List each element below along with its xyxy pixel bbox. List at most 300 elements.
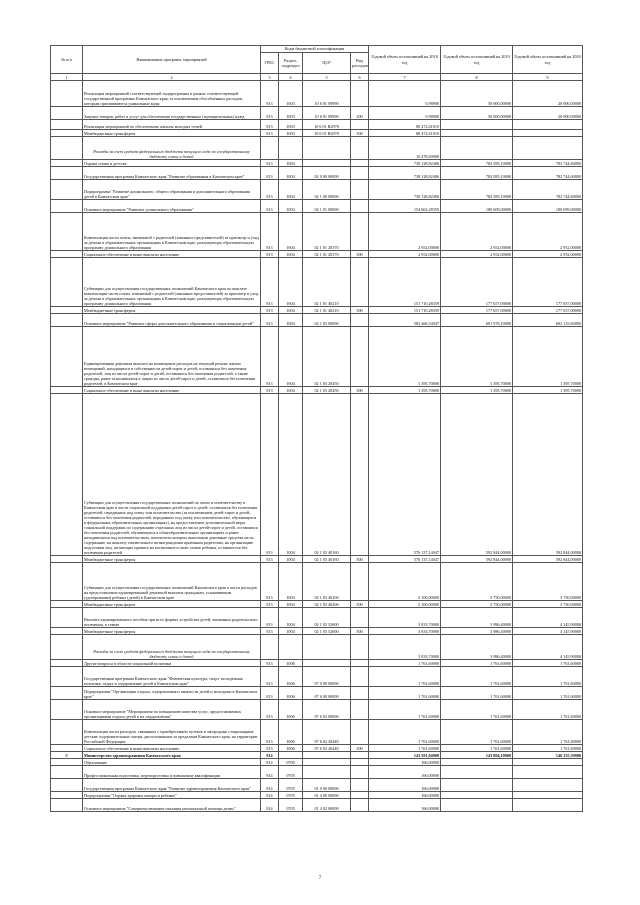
row-razdel: 1006 <box>279 687 303 700</box>
row-razdel: 1004 <box>279 556 303 563</box>
table-row <box>51 766 583 779</box>
row-name: Социальное обеспечение и иные выплаты населению <box>83 745 261 752</box>
row-razdel: 1004 <box>279 608 303 628</box>
row-razdel: 1004 <box>279 327 303 387</box>
row-vr: 300 <box>351 251 369 258</box>
row-2020: 1 761,60000 <box>513 745 583 752</box>
row-name: Основное мероприятие "Развитие сферы дополнительного образования и социализации детей" <box>83 314 261 327</box>
row-vr <box>351 635 369 660</box>
row-2020: 3 750,00000 <box>513 563 583 601</box>
row-vr: 200 <box>351 107 369 120</box>
row-name: Межбюджетные трансферты <box>83 130 261 137</box>
table-row <box>51 700 583 720</box>
row-2020: 1 761,60000 <box>513 660 583 667</box>
row-grbs: 814 <box>261 759 279 766</box>
row-2020: 602 135,60000 <box>513 314 583 327</box>
row-number <box>51 327 83 387</box>
row-2019: 2 952,00000 <box>441 251 513 258</box>
row-2018: 0,98900 <box>369 81 441 107</box>
column-index: 6 <box>351 74 369 81</box>
row-csr: 02 1 01 40210 <box>303 258 351 307</box>
table-row <box>51 752 583 759</box>
row-2019: 3 750,00000 <box>441 601 513 608</box>
row-vr <box>351 792 369 799</box>
row-number: 5 <box>51 752 83 759</box>
row-2018: 166,00000 <box>369 766 441 779</box>
table-row <box>51 258 583 307</box>
row-2020 <box>513 799 583 812</box>
row-grbs: 813 <box>261 200 279 213</box>
column-index: 2 <box>83 74 261 81</box>
row-2019: 2 952,00000 <box>441 213 513 251</box>
row-grbs: 813 <box>261 307 279 314</box>
table-row <box>51 394 583 556</box>
row-2020: 4 145,90000 <box>513 628 583 635</box>
row-number <box>51 387 83 394</box>
row-csr: 01 4 00 00000 <box>303 792 351 799</box>
row-number <box>51 213 83 251</box>
row-razdel <box>279 137 303 160</box>
row-vr <box>351 120 369 130</box>
row-name: Закупка товаров, работ и услуг для обеспечения государственных (муниципальных) нужд <box>83 107 261 120</box>
row-2020 <box>513 759 583 766</box>
row-2018: 0,98900 <box>369 107 441 120</box>
row-razdel: 1003 <box>279 120 303 130</box>
row-csr: 07 6 02 20440 <box>303 720 351 745</box>
row-2020: 4 145,90000 <box>513 608 583 628</box>
row-csr: 07 6 02 00000 <box>303 700 351 720</box>
row-number <box>51 660 83 667</box>
row-name: Социальное обеспечение и иные выплаты населению <box>83 251 261 258</box>
table-row <box>51 200 583 213</box>
table-row <box>51 107 583 120</box>
row-csr <box>303 766 351 779</box>
table-row <box>51 799 583 812</box>
row-razdel: 0705 <box>279 799 303 812</box>
row-number <box>51 608 83 628</box>
row-grbs <box>261 137 279 160</box>
row-vr <box>351 667 369 687</box>
row-csr: 02 1 03 40200 <box>303 601 351 608</box>
table-row <box>51 314 583 327</box>
row-name: Расходы за счет средств федерального бюджета текущего года по государственному бюджету семьи и детей <box>83 137 261 160</box>
col-razdel-header: Раздел, подраздел <box>279 53 303 74</box>
row-2018: 166,00000 <box>369 799 441 812</box>
column-index: 8 <box>441 74 513 81</box>
row-name: Другие вопросы в области социальной политики <box>83 660 261 667</box>
row-razdel: 1004 <box>279 601 303 608</box>
row-razdel: 1006 <box>279 700 303 720</box>
row-razdel: 0705 <box>279 766 303 779</box>
row-razdel: 1004 <box>279 167 303 180</box>
row-vr: 500 <box>351 307 369 314</box>
row-2020 <box>513 120 583 130</box>
row-vr <box>351 799 369 812</box>
row-number <box>51 720 83 745</box>
table-row <box>51 307 583 314</box>
row-number <box>51 601 83 608</box>
row-2020: 1 761,60000 <box>513 720 583 745</box>
row-csr: 02 1 03 40160 <box>303 394 351 556</box>
row-vr <box>351 180 369 200</box>
row-razdel: 1006 <box>279 660 303 667</box>
row-vr <box>351 687 369 700</box>
row-name: Государственная программа Камчатского края "Развитие здравоохранения Камчатского края" <box>83 779 261 792</box>
table-row <box>51 601 583 608</box>
row-2019 <box>441 130 513 137</box>
row-2018: 151 710,28359 <box>369 307 441 314</box>
row-2020: 177 657,00000 <box>513 258 583 307</box>
row-name: Субвенции для осуществления государственных полномочий по опеке и попечительству в Камчатском крае в части социальной поддержки детей-сирот и детей, оставшихся без попечения родителей, переданных под опеку или попечительство (за исключением детей-сирот и детей, оставшихся без попечения родителей, переданных под опеку или попечительство, обучающихся в федеральных образовательных организациях), на предоставление дополнительной меры социальной поддержки по содержанию отдельных лиц из числа детей-сирот и детей, оставшихся без попечения родителей, обучающихся в общеобразовательных организациях и ранее находившихся под попечительством, попечители которых выполняли денежные средства на их содержание, на выплату ежемесячного вознаграждения приемным родителям, на организацию подготовки лиц, желающих принять на воспитание в свою семью ребенка, оставшегося без попечения родителей <box>83 394 261 556</box>
column-index: 7 <box>369 74 441 81</box>
row-razdel: 0700 <box>279 759 303 766</box>
row-csr <box>303 660 351 667</box>
row-name: Межбюджетные трансферты <box>83 628 261 635</box>
row-csr: 02 0 00 00000 <box>303 167 351 180</box>
row-2019 <box>441 120 513 130</box>
row-2020: 2 952,00000 <box>513 251 583 258</box>
row-vr: 300 <box>351 745 369 752</box>
row-csr: 02 1 03 20450 <box>303 327 351 387</box>
row-vr <box>351 779 369 792</box>
row-vr <box>351 759 369 766</box>
row-grbs: 813 <box>261 120 279 130</box>
row-name: Основное мероприятие "Развитие дошкольного образования" <box>83 200 261 213</box>
row-csr: 02 1 03 52600 <box>303 628 351 635</box>
row-razdel: 1004 <box>279 258 303 307</box>
row-razdel: 1006 <box>279 720 303 745</box>
row-number <box>51 107 83 120</box>
row-razdel: 1003 <box>279 81 303 107</box>
row-2018: 2 952,00000 <box>369 251 441 258</box>
row-name: Профессиональная подготовка, переподготовка и повышение квалификации <box>83 766 261 779</box>
row-grbs: 813 <box>261 213 279 251</box>
row-razdel: 1004 <box>279 387 303 394</box>
row-2019 <box>441 799 513 812</box>
row-name: Субвенции для осуществления государственных полномочий Камчатского края в части расходов на предоставление единовременной денежной выплаты гражданам, усыновившим (удочерившим) ребенка (детей) в Камчатском крае <box>83 563 261 601</box>
row-csr: 02 1 01 00000 <box>303 200 351 213</box>
row-2019: 1 761,60000 <box>441 720 513 745</box>
row-name: Субвенции для осуществления государственных полномочий Камчатского края по выплате компенсации части платы, взимаемой с родителей (законных представителей) за присмотр и уход за детьми в образовательных организациях в Камчатском крае, реализующих образовательную программу дошкольного образования <box>83 258 261 307</box>
row-name: Межбюджетные трансферты <box>83 601 261 608</box>
table-row <box>51 759 583 766</box>
row-2019: 782 585,10000 <box>441 167 513 180</box>
row-2020: 2 952,00000 <box>513 213 583 251</box>
col-vr-header: Вид расходов <box>351 53 369 74</box>
row-name: Межбюджетные трансферты <box>83 556 261 563</box>
row-grbs: 813 <box>261 556 279 563</box>
page-number: 7 <box>318 876 322 881</box>
row-vr <box>351 394 369 556</box>
row-2019: 1 761,60000 <box>441 660 513 667</box>
row-razdel: 0705 <box>279 779 303 792</box>
row-2019: 1 761,60000 <box>441 687 513 700</box>
table-row <box>51 687 583 700</box>
row-vr <box>351 81 369 107</box>
row-name: Образование <box>83 759 261 766</box>
row-vr: 500 <box>351 628 369 635</box>
col-csr-header: ЦСР <box>303 53 351 74</box>
row-vr: 500 <box>351 601 369 608</box>
row-vr <box>351 720 369 745</box>
row-vr <box>351 752 369 759</box>
row-vr <box>351 608 369 628</box>
row-vr: 500 <box>351 130 369 137</box>
row-name: Компенсация части расходов, связанных с приобретением путевок в загородные стационарные детские оздоровительные лагеря, расположенные за пределами Камчатского края, на территории Российской Федерации <box>83 720 261 745</box>
row-2018: 88 472,61010 <box>369 120 441 130</box>
row-csr: 02 1 03 00000 <box>303 314 351 327</box>
table-row <box>51 608 583 628</box>
column-index: 3 <box>261 74 279 81</box>
row-2018: 151 710,28359 <box>369 258 441 307</box>
row-name: Государственная программа Камчатского края "Физическая культура, спорт, молодежная политика, отдых и оздоровление детей в Камчатском крае" <box>83 667 261 687</box>
row-name: Межбюджетные трансферты <box>83 307 261 314</box>
row-number <box>51 799 83 812</box>
row-name: Основное мероприятие "Мероприятия по повышению качества услуг, предоставляемых организациями отдыха детей и их оздоровления" <box>83 700 261 720</box>
row-2019: 601 976,10000 <box>441 314 513 327</box>
row-2019: 1 761,60000 <box>441 667 513 687</box>
row-2020: 3 750,00000 <box>513 601 583 608</box>
row-name: Реализация мероприятий соответствующей подпрограммы в рамках соответствующей государственной программы Камчатского края, за исключением обособленных расходов, которым присваиваются уникальные коды <box>83 81 261 107</box>
column-index: 9 <box>513 74 583 81</box>
row-grbs: 813 <box>261 167 279 180</box>
row-grbs: 813 <box>261 563 279 601</box>
row-number <box>51 81 83 107</box>
row-number <box>51 258 83 307</box>
row-csr <box>303 160 351 167</box>
row-number <box>51 200 83 213</box>
table-row <box>51 563 583 601</box>
row-2020: 146 235,39000 <box>513 752 583 759</box>
row-2018: 1 395,70000 <box>369 387 441 394</box>
table-row <box>51 720 583 745</box>
row-2020 <box>513 779 583 792</box>
row-2020 <box>513 137 583 160</box>
row-razdel <box>279 752 303 759</box>
row-2019: 1 395,70000 <box>441 387 513 394</box>
row-2018: 1 761,60000 <box>369 745 441 752</box>
column-index: 5 <box>303 74 351 81</box>
row-2020: 20 000,00000 <box>513 107 583 120</box>
table-row <box>51 130 583 137</box>
row-grbs: 813 <box>261 700 279 720</box>
row-grbs <box>261 635 279 660</box>
row-2018: 1 761,60000 <box>369 667 441 687</box>
row-2018: 738 128,82406 <box>369 160 441 167</box>
row-razdel: 1004 <box>279 213 303 251</box>
row-number <box>51 556 83 563</box>
row-2019: 177 657,00000 <box>441 258 513 307</box>
row-vr <box>351 213 369 251</box>
row-2020 <box>513 130 583 137</box>
row-number <box>51 635 83 660</box>
row-vr <box>351 137 369 160</box>
row-2018: 3 833,70000 <box>369 608 441 628</box>
row-name: Социальное обеспечение и иные выплаты населению <box>83 387 261 394</box>
row-2019: 782 585,10000 <box>441 160 513 167</box>
row-number <box>51 394 83 556</box>
row-2019 <box>441 766 513 779</box>
row-2020: 1 761,60000 <box>513 700 583 720</box>
table-row <box>51 745 583 752</box>
row-2019: 3 750,00000 <box>441 563 513 601</box>
row-grbs: 814 <box>261 752 279 759</box>
row-2018: 738 128,82406 <box>369 167 441 180</box>
row-csr: 07 6 02 20440 <box>303 745 351 752</box>
row-vr <box>351 258 369 307</box>
row-vr <box>351 700 369 720</box>
row-csr <box>303 752 351 759</box>
row-2020: 4 145,90000 <box>513 635 583 660</box>
row-2018: 166,00000 <box>369 792 441 799</box>
header-row <box>51 46 583 53</box>
row-2018: 738 128,82406 <box>369 180 441 200</box>
row-number <box>51 628 83 635</box>
column-index: 4 <box>279 74 303 81</box>
row-2020: 782 744,60000 <box>513 160 583 167</box>
row-csr: 10 6 01 R4970 <box>303 130 351 137</box>
row-razdel: 1004 <box>279 200 303 213</box>
row-razdel: 1004 <box>279 160 303 167</box>
row-2019: 3 986,40000 <box>441 608 513 628</box>
row-csr: 02 1 03 20450 <box>303 387 351 394</box>
row-number <box>51 180 83 200</box>
table-row <box>51 251 583 258</box>
row-2018: 583 466,54047 <box>369 314 441 327</box>
row-razdel: 1006 <box>279 745 303 752</box>
row-csr: 02 1 01 20370 <box>303 213 351 251</box>
row-number <box>51 314 83 327</box>
row-name: Основное мероприятие "Совершенствование оказания неонатальной помощи детям" <box>83 799 261 812</box>
row-razdel: 1004 <box>279 180 303 200</box>
row-number <box>51 745 83 752</box>
col-2018-header: Годовой объем ассигнований на 2018 год <box>369 46 441 74</box>
row-name: Компенсация части платы, взимаемой с родителей (законных представителей) за присмотр и уход за детьми в образовательных организациях в Камчатском крае, реализующих образовательную программу дошкольного образования <box>83 213 261 251</box>
row-2020: 592 844,00000 <box>513 394 583 556</box>
row-csr: 01 0 00 00000 <box>303 779 351 792</box>
row-vr <box>351 660 369 667</box>
table-row <box>51 387 583 394</box>
row-2018: 2 952,00000 <box>369 213 441 251</box>
table-row <box>51 792 583 799</box>
row-2018: 166,00000 <box>369 779 441 792</box>
row-2018: 1 761,60000 <box>369 720 441 745</box>
row-number <box>51 687 83 700</box>
row-csr: 02 1 03 40160 <box>303 556 351 563</box>
row-2018: 3 833,70000 <box>369 635 441 660</box>
row-csr: 02 1 00 00000 <box>303 180 351 200</box>
row-grbs: 813 <box>261 327 279 387</box>
row-name: Министерство здравоохранения Камчатского края <box>83 752 261 759</box>
table-row <box>51 667 583 687</box>
row-2020 <box>513 766 583 779</box>
row-2019: 782 585,10000 <box>441 180 513 200</box>
column-index: 1 <box>51 74 83 81</box>
table-body <box>51 81 583 812</box>
row-2019 <box>441 137 513 160</box>
row-csr <box>303 137 351 160</box>
table-row <box>51 628 583 635</box>
row-grbs: 813 <box>261 608 279 628</box>
row-vr <box>351 327 369 387</box>
table-row <box>51 120 583 130</box>
row-razdel <box>279 635 303 660</box>
row-csr: 07 6 00 00000 <box>303 687 351 700</box>
budget-table <box>50 45 583 812</box>
table-row <box>51 180 583 200</box>
row-csr: 10 6 01 09990 <box>303 81 351 107</box>
row-number <box>51 779 83 792</box>
row-2019 <box>441 792 513 799</box>
row-csr: 10 6 01 09990 <box>303 107 351 120</box>
row-razdel: 1004 <box>279 394 303 556</box>
row-vr <box>351 314 369 327</box>
row-name: Охрана семьи и детства <box>83 160 261 167</box>
row-grbs: 813 <box>261 660 279 667</box>
row-2019: 50 000,00000 <box>441 81 513 107</box>
row-csr: 01 4 02 00000 <box>303 799 351 812</box>
row-2020: 177 657,00000 <box>513 307 583 314</box>
row-2019: 143 804,10000 <box>441 752 513 759</box>
row-vr: 300 <box>351 387 369 394</box>
row-number <box>51 130 83 137</box>
codes-group-header: Коды бюджетной классификации <box>261 46 369 53</box>
row-number <box>51 137 83 160</box>
row-2019: 1 395,70000 <box>441 327 513 387</box>
row-vr <box>351 766 369 779</box>
row-number <box>51 667 83 687</box>
row-grbs: 813 <box>261 251 279 258</box>
row-grbs: 813 <box>261 314 279 327</box>
row-grbs: 813 <box>261 107 279 120</box>
table-row <box>51 160 583 167</box>
row-2018: 2 100,00000 <box>369 601 441 608</box>
row-csr <box>303 759 351 766</box>
row-2019 <box>441 759 513 766</box>
table-row <box>51 137 583 160</box>
row-2019: 592 844,00000 <box>441 556 513 563</box>
row-2018: 1 395,70000 <box>369 327 441 387</box>
row-2020: 782 744,60000 <box>513 180 583 200</box>
row-number <box>51 563 83 601</box>
column-index-row <box>51 74 583 81</box>
col-2020-header: Годовой объем ассигнований на 2020 год <box>513 46 583 74</box>
table-row <box>51 81 583 107</box>
row-grbs: 813 <box>261 258 279 307</box>
row-razdel: 1003 <box>279 107 303 120</box>
row-name: Единовременная денежная выплата на возмещение расходов на текущий ремонт жилых помещений, находящихся в собственности детей-сирот и детей, оставшихся без попечения родителей, лиц из числа детей-сирот и детей, оставшихся без попечения родителей, а также граждан, ранее относившихся к лицам из числа детей-сирот и детей, оставшихся без попечения родителей, в Камчатском крае <box>83 327 261 387</box>
table-row <box>51 167 583 180</box>
row-csr: 02 1 03 52600 <box>303 608 351 628</box>
row-2018: 2 100,00000 <box>369 563 441 601</box>
row-name: Подпрограмма "Охрана здоровья матери и ребенка" <box>83 792 261 799</box>
row-vr <box>351 200 369 213</box>
row-2019: 3 986,40000 <box>441 628 513 635</box>
row-razdel: 1004 <box>279 628 303 635</box>
row-2018: 1 761,60000 <box>369 660 441 667</box>
table-row <box>51 556 583 563</box>
row-csr: 02 1 01 20370 <box>303 251 351 258</box>
row-2018: 1 761,60000 <box>369 687 441 700</box>
row-2020: 592 844,00000 <box>513 556 583 563</box>
table-row <box>51 327 583 387</box>
row-2018: 88 472,61010 <box>369 130 441 137</box>
row-2018: 143 501,94000 <box>369 752 441 759</box>
row-csr <box>303 635 351 660</box>
row-grbs: 813 <box>261 130 279 137</box>
row-2019: 1 761,60000 <box>441 745 513 752</box>
row-2018: 16 478,60000 <box>369 137 441 160</box>
